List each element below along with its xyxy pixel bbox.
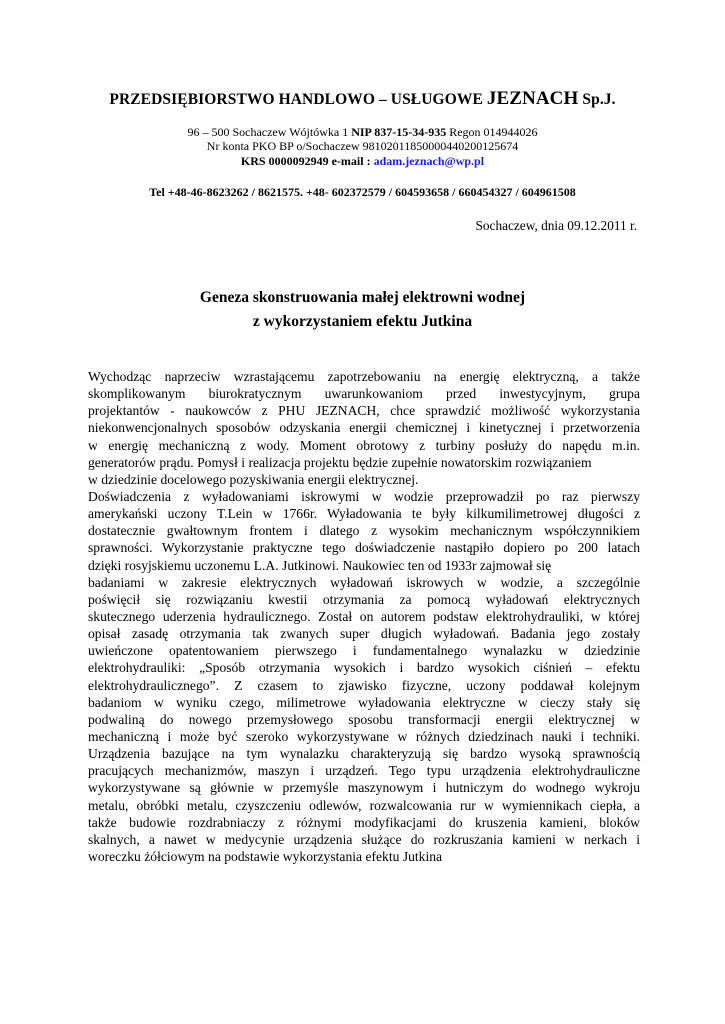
document-date: Sochaczew, dnia 09.12.2011 r. <box>475 218 637 233</box>
document-title-line-1: Geneza skonstruowania małej elektrowni wodnej <box>199 289 526 306</box>
body-line: generatorów prądu. Pomysł i realizacja projektu będzie zupełnie nowatorskim rozwiązaniem <box>88 454 592 470</box>
body-line: poświęcił się rozwiązaniu kwestii otrzymania za pomocą wyładowań elektrycznych <box>88 591 640 607</box>
company-prefix: PRZEDSIĘBIORSTWO HANDLOWO – USŁUGOWE <box>109 91 483 108</box>
bank-account: Nr konta PKO BP o/Sochaczew 98102011850000440200125674 <box>206 139 519 153</box>
body-line: podwaliną do nowego przemysłowego sposobu transformacji energii elektrycznej w <box>88 711 640 727</box>
body-line: badaniami w zakresie elektrycznych wyładowań iskrowych w wodzie, a szczególnie <box>88 574 640 590</box>
body-line: także budowie rozdrabniaczy z różnymi modyfikacjami do kruszenia kamieni, bloków <box>88 814 640 830</box>
body-line: niekonwencjonalnych sposobów odzyskania energii chemicznej i kinetycznej i przetworzenia <box>88 420 640 436</box>
body-line: amerykański uczony T.Lein w 1766r. Wyładowania te były kilkumilimetrowej długości z <box>88 506 640 522</box>
address-text: 96 – 500 Sochaczew Wójtówka 1 <box>187 125 349 139</box>
nip-number: NIP 837-15-34-935 <box>351 125 447 139</box>
phone-numbers: Tel +48-46-8623262 / 8621575. +48- 602372579 / 604593658 / 660454327 / 604961508 <box>149 185 576 199</box>
body-text <box>88 368 640 865</box>
document-title-line-2: z wykorzystaniem efektu Jutkina <box>252 313 473 330</box>
body-line: projektantów - naukowców z PHU JEZNACH, chce sprawdzić możliwość wykorzystania <box>88 403 640 419</box>
body-line: sprawności. Wykorzystanie praktyczne tego doświadczenie nastąpiło dopiero po 200 latach <box>88 540 640 556</box>
body-line: dostatecznie gwałtownym frontem i dlatego z wysokim mechanicznym współczynnikiem <box>88 523 640 539</box>
body-line: metalu, obróbki metalu, czyszczeniu odlewów, rozwalcowania rur w wymiennikach ciepła, a <box>88 797 640 813</box>
body-line: skalnych, a nawet w medycynie urządzenia służące do rozkruszania kamieni w nerkach i <box>88 831 640 847</box>
email-link[interactable]: adam.jeznach@wp.pl <box>373 154 485 168</box>
bank-account-line <box>0 139 725 153</box>
body-line: skutecznego uderzenia hydraulicznego. Został on autorem podstaw elektrohydrauliki, w której <box>88 608 640 624</box>
krs-email-line <box>0 154 725 168</box>
body-line: elektrohydraulicznego”. Z czasem to zjawisko fizyczne, uczony poddawał kolejnym <box>88 677 640 693</box>
body-line: skomplikowanym biurokratycznym uwarunkowaniom przed inwestycyjnym, grupa <box>88 386 640 402</box>
body-line: woreczku żółciowym na podstawie wykorzystania efektu Jutkina <box>88 848 443 864</box>
body-line: uwieńczone opatentowaniem pierwszego i fundamentalnego wynalazku w dziedzinie <box>88 643 640 659</box>
krs-label: KRS 0000092949 e-mail : <box>240 154 371 168</box>
body-line: pracujących mechanizmów, maszyn i urządzeń. Tego typu urządzenia elektrohydrauliczne <box>88 763 640 779</box>
body-line: badaniom w wyniku czego, milimetrowe wyładowania elektryczne w cieczy stały się <box>88 694 640 710</box>
company-title <box>0 88 725 110</box>
company-suffix: Sp.J. <box>582 91 616 108</box>
address-line <box>0 125 725 139</box>
company-name: JEZNACH <box>486 88 579 109</box>
body-line: Doświadczenia z wyładowaniami iskrowymi w wodzie przeprowadził po raz pierwszy <box>88 488 640 504</box>
body-line: dzięki rosyjskiemu uczonemu L.A. Jutkinowi. Naukowiec ten od 1933r zajmował się <box>88 557 552 573</box>
body-line: Wychodząc naprzeciw wzrastającemu zapotrzebowaniu na energię elektryczną, a także <box>88 369 640 384</box>
body-line: w dziedzinie docelowego pozyskiwania energii elektrycznej. <box>88 471 419 487</box>
body-line: mechaniczną i może być szeroko wykorzystywane w różnych dziedzinach nauki i techniki. <box>88 728 640 744</box>
body-line: opisał zasadę otrzymania tak zwanych super długich wyładowań. Badania jego zostały <box>88 626 640 642</box>
regon-number: Regon 014944026 <box>449 125 538 139</box>
body-line: elektrohydrauliki: „Sposób otrzymania wysokich i bardzo wysokich ciśnień – efektu <box>88 660 640 676</box>
body-line: wykorzystywane są głównie w przemyśle maszynowym i hutniczym do wodnego wykroju <box>88 780 640 796</box>
body-line: Urządzenia bazujące na tym wynalazku charakteryzują się bardzo wysoką sprawnością <box>88 746 640 762</box>
body-line: w energię mechaniczną z wody. Moment obrotowy z turbiny posłuży do napędu m.in. <box>88 437 640 453</box>
